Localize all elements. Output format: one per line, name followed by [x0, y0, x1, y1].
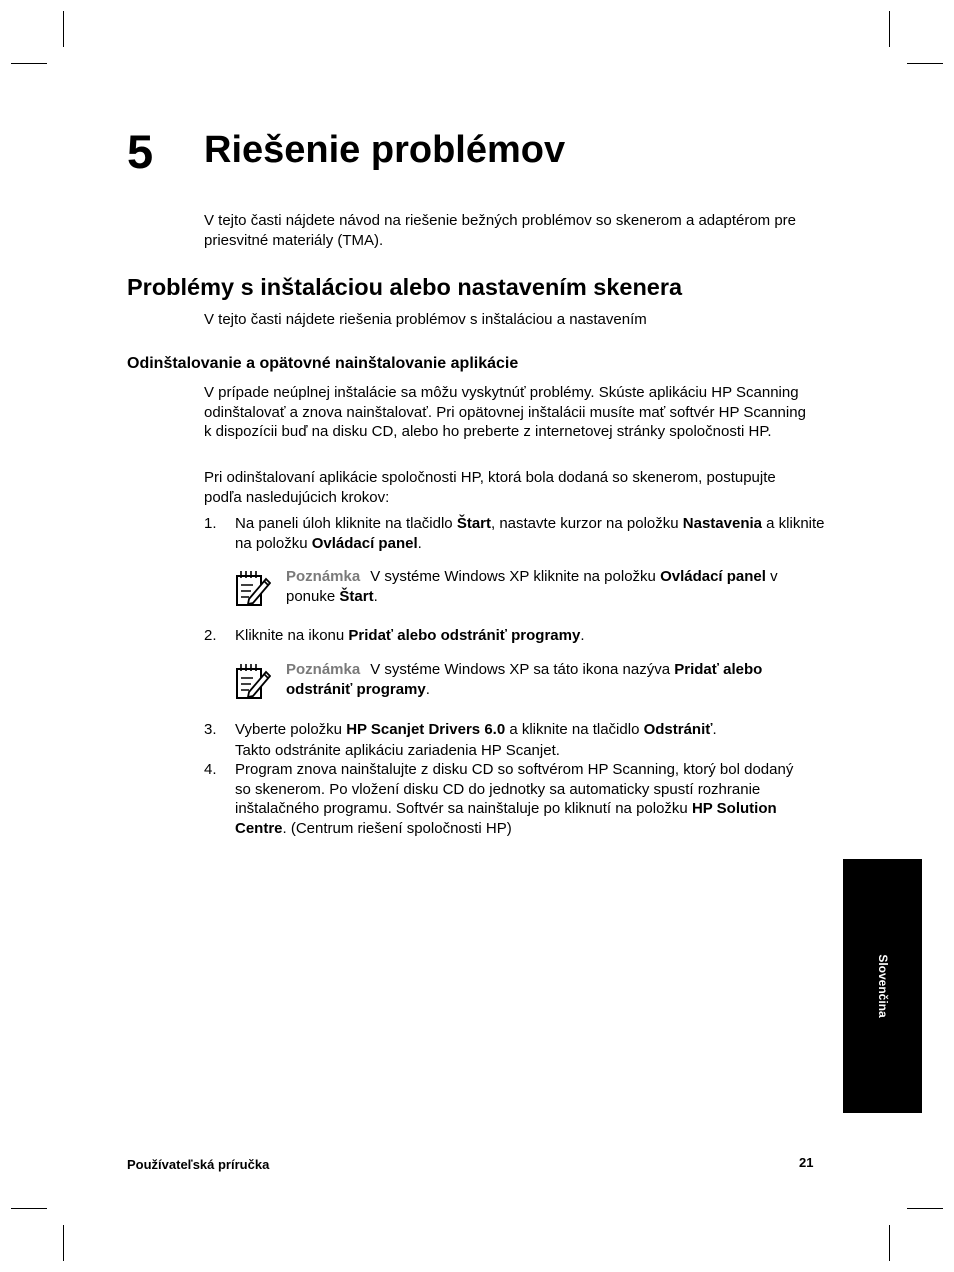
subsection-title: Odinštalovanie a opätovné nainštalovanie aplikácie — [127, 355, 519, 372]
chapter-intro: V tejto časti nájdete návod na riešenie bežných problémov so skenerom a adaptérom pre priesvitné materiály (TMA). — [204, 212, 797, 249]
step-number: 1. — [204, 515, 217, 532]
note-text: Poznámka V systéme Windows XP sa táto ikona nazýva Pridať alebo odstrániť programy. — [286, 661, 763, 698]
language-tab — [843, 859, 922, 1113]
step-number: 3. — [204, 721, 217, 738]
page-number: 21 — [799, 1155, 814, 1170]
note-icon — [235, 663, 271, 701]
chapter-number: 5 — [127, 125, 154, 178]
note-text: Poznámka V systéme Windows XP kliknite na položku Ovládací panel v ponuke Štart. — [286, 568, 778, 605]
section-title: Problémy s inštaláciou alebo nastavením skenera — [127, 274, 683, 300]
step-text: Program znova nainštalujte z disku CD so softvérom HP Scanning, ktorý bol dodaný so skenerom. Po vložení disku CD do jednotky sa automaticky spustí rozhranie inštalačného programu. Softvér sa nainštaluje po kliknutí na položku HP Solution Centre. (Centrum riešení spoločnosti HP) — [235, 761, 794, 837]
step-number: 2. — [204, 627, 217, 644]
subsection-paragraph: Pri odinštalovaní aplikácie spoločnosti HP, ktorá bola dodaná so skenerom, postupujte podľa nasledujúcich krokov: — [204, 469, 776, 506]
crop-mark — [63, 11, 64, 47]
crop-mark — [907, 63, 943, 64]
step-number: 4. — [204, 761, 217, 778]
step-text: Vyberte položku HP Scanjet Drivers 6.0 a kliknite na tlačidlo Odstrániť. — [235, 721, 717, 738]
note-label: Poznámka — [286, 568, 361, 585]
crop-mark — [889, 11, 890, 47]
subsection-paragraph: V prípade neúplnej inštalácie sa môžu vyskytnúť problémy. Skúste aplikáciu HP Scanning odinštalovať a znova nainštalovať. Pri opätovnej inštalácii musíte mať softvér HP Scanning k dispozícii buď na disku CD, alebo ho preberte z internetovej stránky spoločnosti HP. — [204, 384, 806, 440]
section-subtitle: V tejto časti nájdete riešenia problémov s inštaláciou a nastavením — [204, 311, 647, 328]
chapter-title: Riešenie problémov — [204, 129, 566, 171]
language-tab-label: Slovenčina — [875, 954, 890, 1018]
step-text: Na paneli úloh kliknite na tlačidlo Štart, nastavte kurzor na položku Nastavenia a kliknite na položku Ovládací panel. — [235, 515, 825, 552]
note-label: Poznámka — [286, 661, 361, 678]
step-note: Takto odstránite aplikáciu zariadenia HP Scanjet. — [235, 742, 560, 759]
note-icon — [235, 570, 271, 608]
crop-mark — [63, 1225, 64, 1261]
footer-title: Používateľská príručka — [127, 1157, 270, 1172]
crop-mark — [11, 1208, 47, 1209]
crop-mark — [889, 1225, 890, 1261]
crop-mark — [907, 1208, 943, 1209]
crop-mark — [11, 63, 47, 64]
step-text: Kliknite na ikonu Pridať alebo odstrániť programy. — [235, 627, 585, 644]
